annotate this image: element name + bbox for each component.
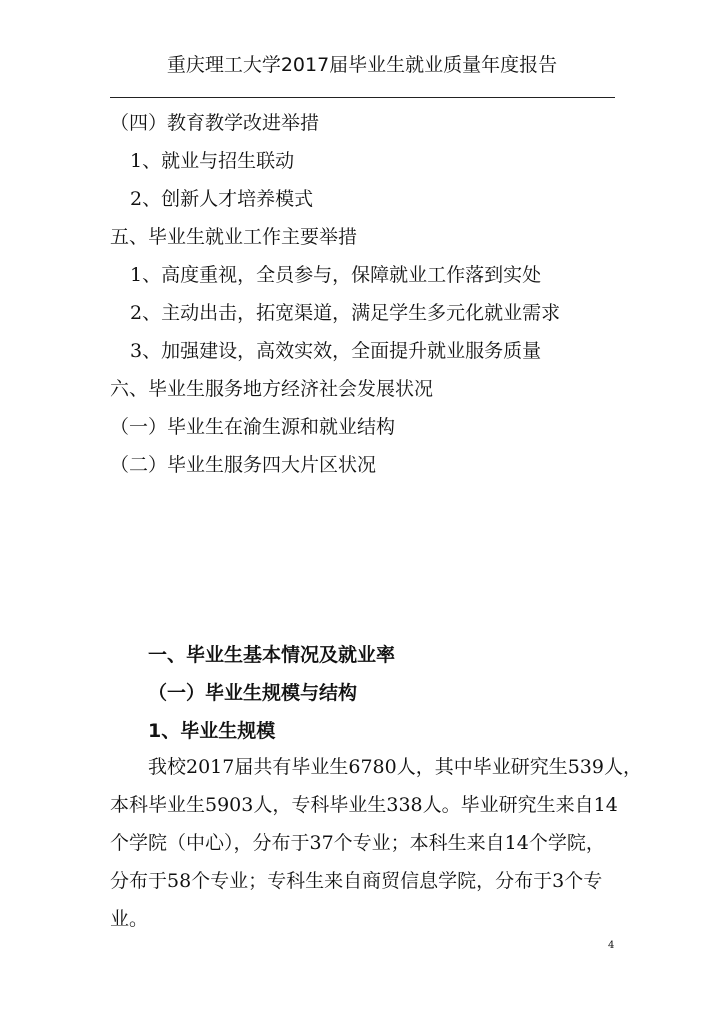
toc-item-5-2: 2、主动出击，拓宽渠道，满足学生多元化就业需求 bbox=[130, 302, 561, 324]
toc-item-5-1: 1、高度重视，全员参与，保障就业工作落到实处 bbox=[130, 264, 542, 286]
header-divider bbox=[110, 97, 615, 98]
toc-item-1: 1、就业与招生联动 bbox=[130, 150, 295, 172]
section-heading-2: （一）毕业生规模与结构 bbox=[148, 682, 358, 704]
page-number: 4 bbox=[608, 940, 615, 951]
paragraph-line: 业。 bbox=[110, 908, 149, 930]
section-heading-1: 一、毕业生基本情况及就业率 bbox=[148, 644, 396, 666]
toc-item-2: 2、创新人才培养模式 bbox=[130, 188, 314, 210]
paragraph-line: 分布于58个专业；专科生来自商贸信息学院，分布于3个专 bbox=[110, 870, 603, 892]
toc-item-6-2: （二）毕业生服务四大片区状况 bbox=[110, 454, 377, 476]
toc-item-chapter-5: 五、毕业生就业工作主要举措 bbox=[110, 226, 358, 248]
paragraph-line: 个学院（中心），分布于37个专业；本科生来自14个学院， bbox=[110, 832, 605, 854]
section-heading-3: 1、毕业生规模 bbox=[148, 720, 276, 742]
toc-item-4-section: （四）教育教学改进举措 bbox=[110, 112, 320, 134]
toc-item-5-3: 3、加强建设，高效实效，全面提升就业服务质量 bbox=[130, 340, 542, 362]
page-header-title: 重庆理工大学2017届毕业生就业质量年度报告 bbox=[166, 54, 558, 76]
toc-item-chapter-6: 六、毕业生服务地方经济社会发展状况 bbox=[110, 378, 434, 400]
paragraph-line: 本科毕业生5903人，专科毕业生338人。毕业研究生来自14 bbox=[110, 794, 618, 816]
toc-item-6-1: （一）毕业生在渝生源和就业结构 bbox=[110, 416, 396, 438]
body-paragraph bbox=[110, 748, 642, 938]
paragraph-line: 我校2017届共有毕业生6780人，其中毕业研究生539人， bbox=[148, 756, 642, 778]
